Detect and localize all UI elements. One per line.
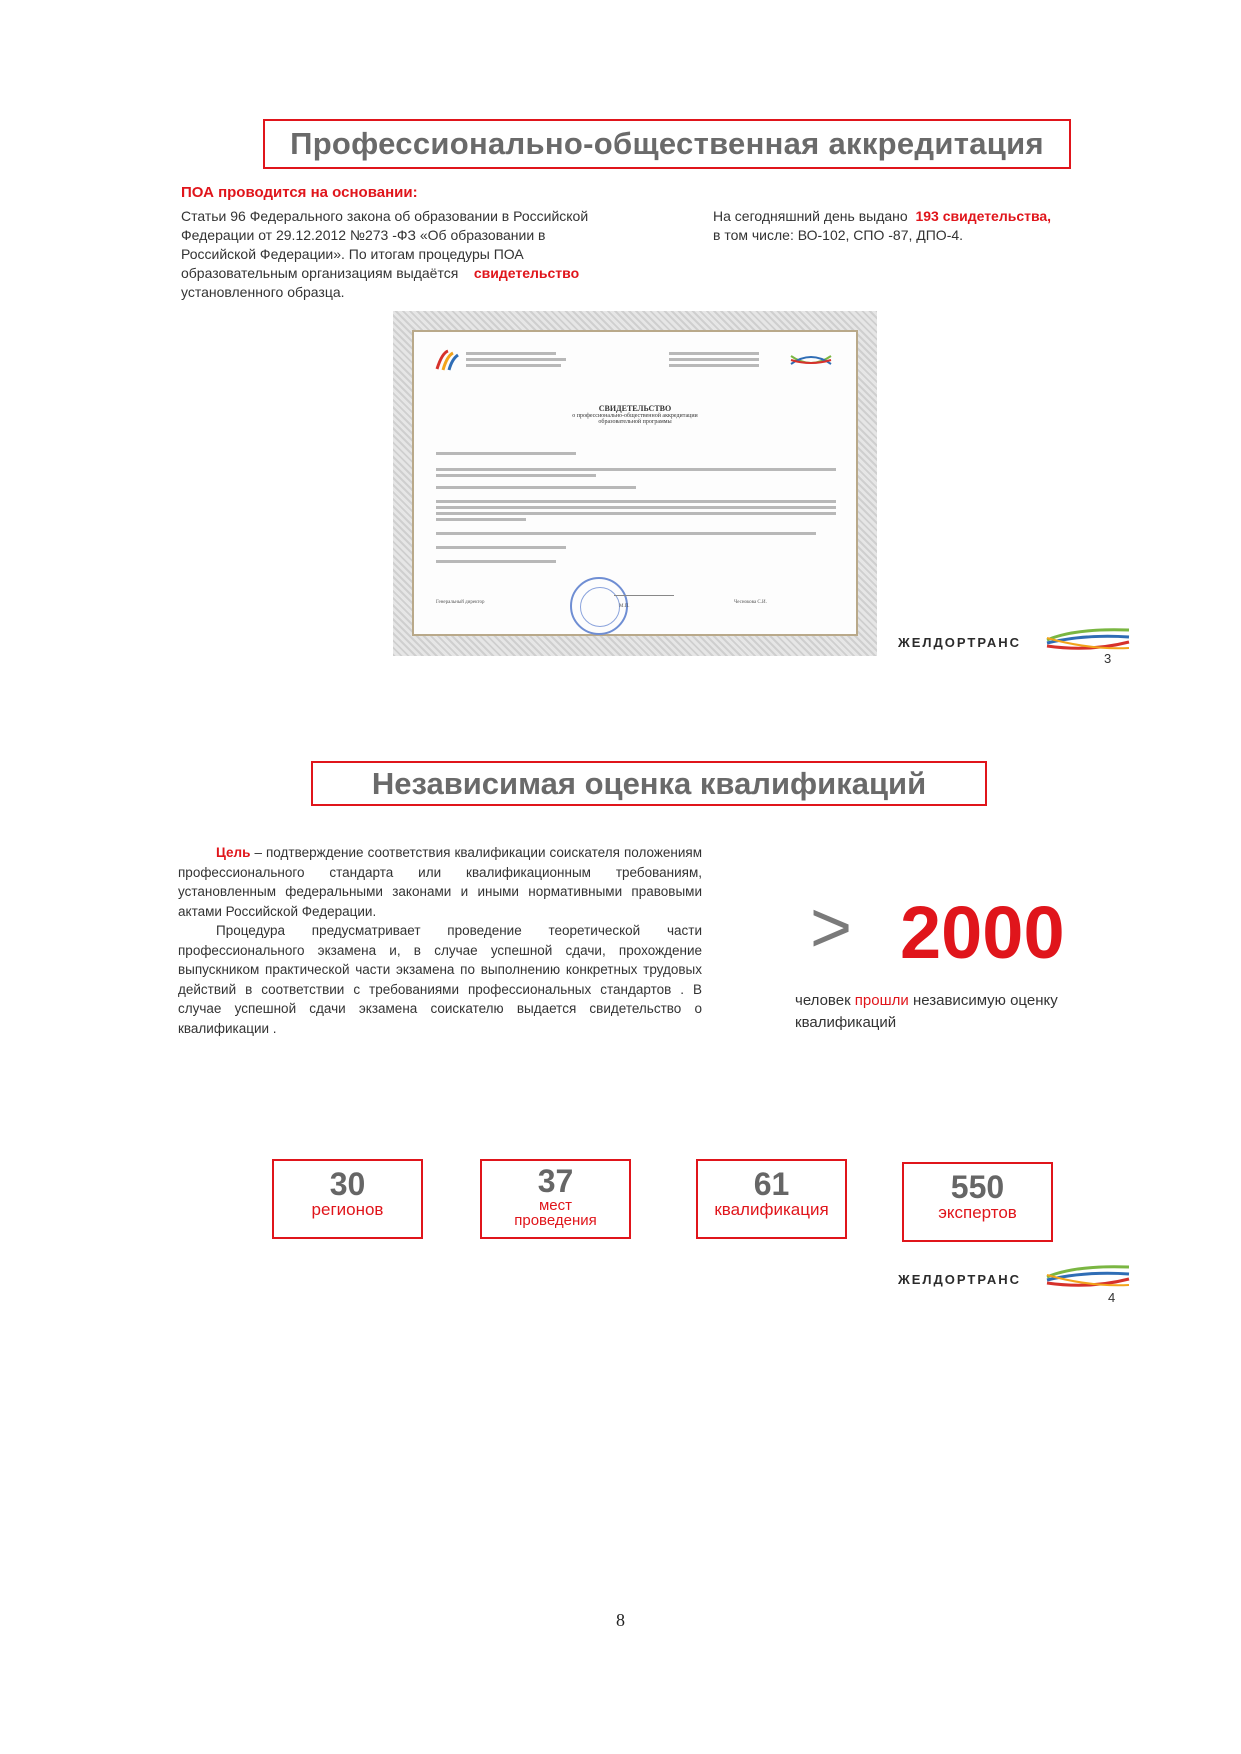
stat-box-regions: 30 регионов xyxy=(272,1159,423,1239)
certificate-paper xyxy=(412,330,858,636)
stat-box-locations: 37 мест проведения xyxy=(480,1159,631,1239)
greater-than-symbol: > xyxy=(810,888,853,968)
basis-line: установленного образца. xyxy=(181,284,345,300)
stat-box-experts: 550 экспертов xyxy=(902,1162,1053,1242)
stat-box-qualifications: 61 квалификация xyxy=(696,1159,847,1239)
slide1-issued-text: На сегодняшний день выдано 193 свидетельства, в том числе: ВО-102, СПО -87, ДПО-4. xyxy=(713,208,1052,243)
basis-line: Статьи 96 Федерального закона об образовании в Российской xyxy=(181,208,589,224)
zheldortrans-logo-icon xyxy=(1045,1261,1131,1291)
goal-word: Цель xyxy=(216,845,251,860)
basis-line: Российской Федерации». По итогам процедуры ПОА xyxy=(181,246,524,262)
certificate-director: Генеральный директор xyxy=(436,600,485,605)
slide1-title: Профессионально-общественная аккредитация xyxy=(263,119,1071,169)
zheldortrans-logo-text: ЖЕЛДОРТРАНС xyxy=(898,635,1022,650)
slide2-description xyxy=(178,843,702,1038)
nsk-logo-icon xyxy=(434,347,460,373)
zheldortrans-logo-icon xyxy=(789,350,833,370)
zheldortrans-logo-text: ЖЕЛДОРТРАНС xyxy=(898,1272,1022,1287)
procedure-paragraph: Процедура предусматривает проведение теоретической части профессионального экзамена и, в случае успешной сдачи, прохождение выпускником практической части экзамена по выполнению конкретных трудовых действий в соответствии с требованиями профессиональных стандартов . В случае успешной сдачи экзамена соискателю выдается свидетельство о квалификации . xyxy=(178,923,702,1036)
zheldortrans-logo-icon xyxy=(1045,624,1131,654)
slide2-page-number: 4 xyxy=(1108,1290,1116,1305)
goal-paragraph: Цель – подтверждение соответствия квалификации соискателя положениям профессионального стандарта или квалификационным требованиям, установленным федеральными законами и иными нормативными правовыми актами Российской Федерации. xyxy=(178,845,702,919)
issued-count-highlight: 193 свидетельства, xyxy=(915,208,1052,224)
big-number-caption: человек прошли независимую оценку квалификаций xyxy=(795,992,1058,1031)
slide1-basis-text xyxy=(181,207,651,302)
certificate-image xyxy=(393,311,877,656)
document-page-number: 8 xyxy=(616,1610,625,1630)
certificate-signer: Чеснокова С.И. xyxy=(734,600,767,605)
slide1-subtitle: ПОА проводится на основании: xyxy=(181,184,418,201)
certificate-highlight: свидетельство xyxy=(473,265,580,281)
slide1-page-number: 3 xyxy=(1104,651,1112,666)
certificate-mp: М.П. xyxy=(619,604,630,609)
certificate-title: СВИДЕТЕЛЬСТВО о профессионально-общественной аккредитации образовательной программы xyxy=(572,404,698,425)
basis-line: образовательным организациям выдаётся свидетельство xyxy=(181,265,580,281)
basis-line: Федерации от 29.12.2012 №273 -ФЗ «Об образовании в xyxy=(181,227,546,243)
big-number: 2000 xyxy=(900,891,1065,974)
slide2-title: Независимая оценка квалификаций xyxy=(311,761,987,806)
